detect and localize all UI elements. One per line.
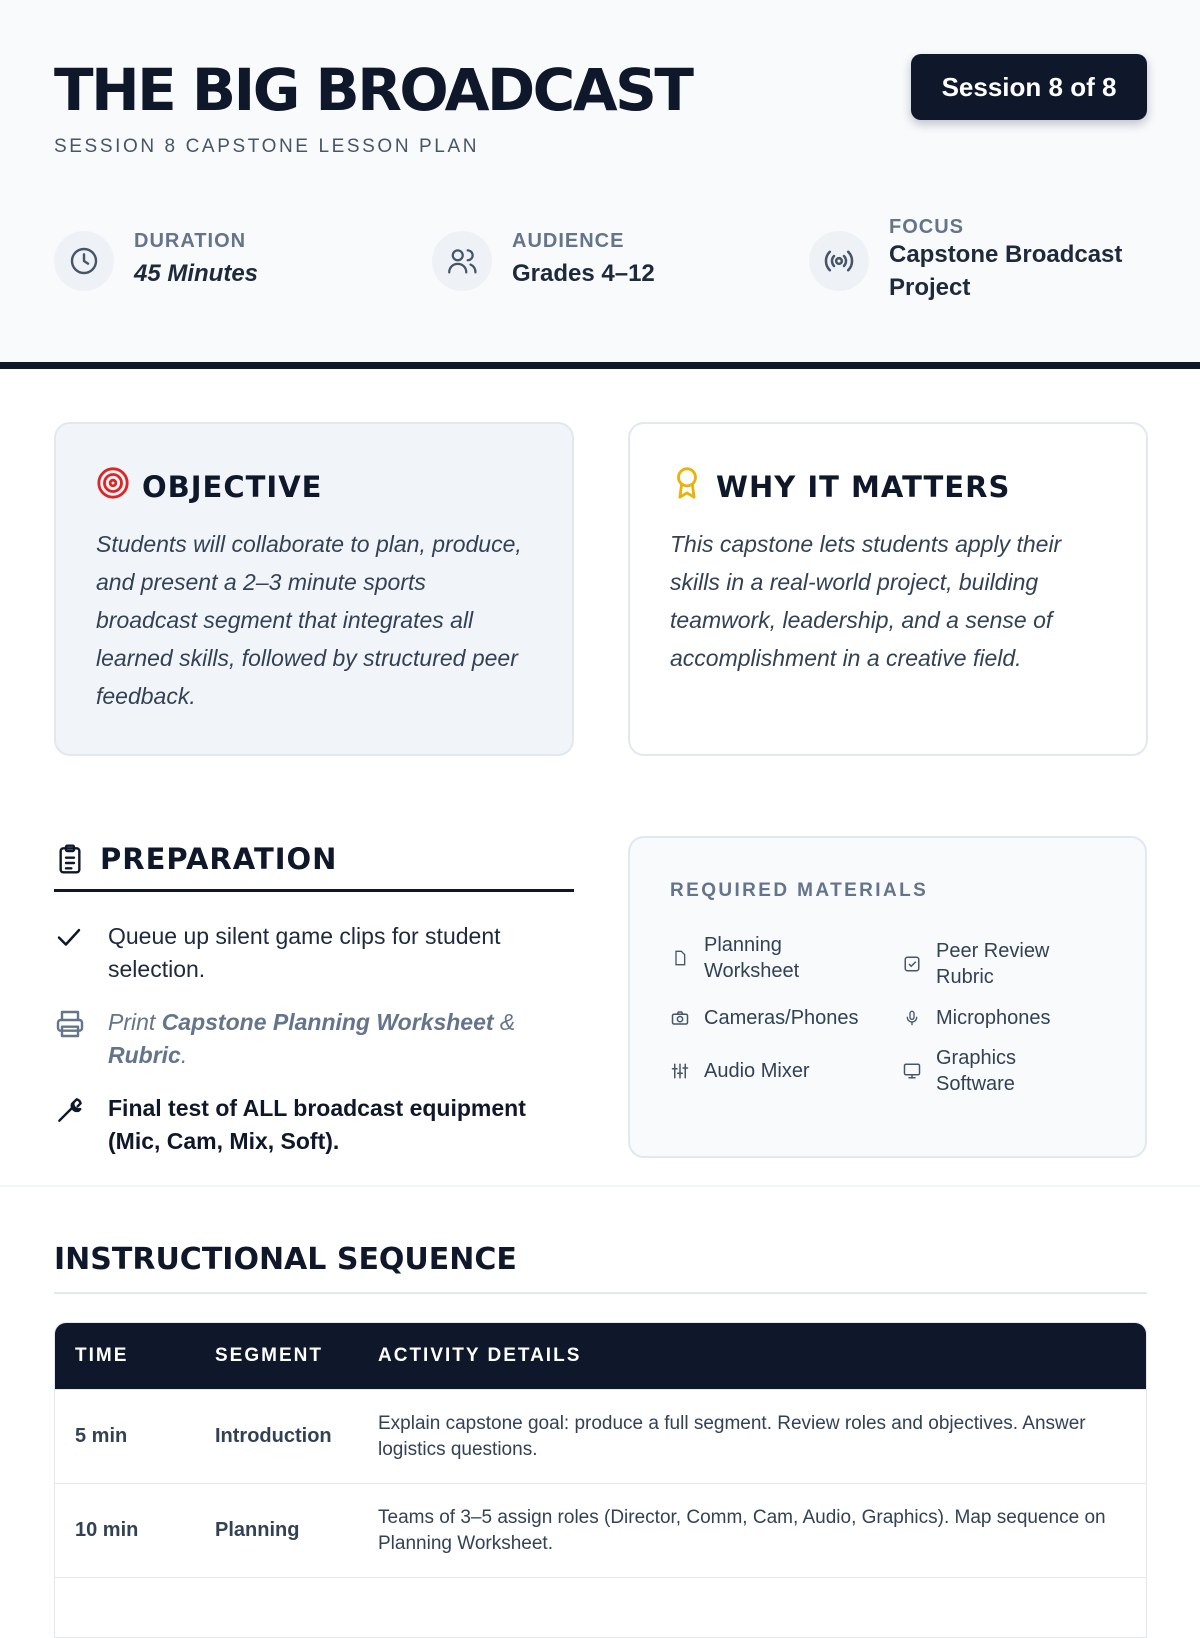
objective-text: Students will collaborate to plan, produce, and present a 2–3 minute sports broadcast segment that integrates all learned skills, followed by structured peer feedback. <box>96 531 522 709</box>
column-header-activity: ACTIVITY DETAILS <box>378 1345 582 1366</box>
session-badge: Session 8 of 8 <box>911 54 1147 120</box>
material-item <box>670 932 870 984</box>
prep-item-text-bold: Rubric <box>108 1042 181 1068</box>
material-item <box>902 1045 1102 1097</box>
row-segment: Introduction <box>215 1425 332 1447</box>
table-row <box>55 1389 1146 1483</box>
objective-card <box>54 422 574 756</box>
microphone-icon <box>902 1008 922 1028</box>
wrench-icon <box>54 1092 86 1158</box>
materials-title: REQUIRED MATERIALS <box>670 880 929 901</box>
meta-focus-value-line1: Capstone Broadcast <box>889 241 1123 268</box>
required-materials-card <box>628 836 1147 1158</box>
clipboard-icon <box>54 842 86 883</box>
prep-item-text: Queue up silent game clips for student selection. <box>108 923 501 982</box>
material-item <box>902 938 1102 990</box>
row-details: Explain capstone goal: produce a full segment. Review roles and objectives. Answer logistics questions. <box>378 1412 1086 1460</box>
column-header-segment: SEGMENT <box>215 1345 323 1366</box>
users-icon <box>432 231 492 291</box>
meta-audience-value: Grades 4–12 <box>512 260 655 287</box>
table-row <box>55 1483 1146 1577</box>
printer-icon <box>54 1006 86 1072</box>
lesson-header <box>0 0 1200 369</box>
why-heading-text: WHY IT MATTERS <box>716 469 1011 504</box>
prep-item-text: Final test of ALL broadcast equipment (Mic, Cam, Mix, Soft). <box>108 1095 526 1154</box>
camera-icon <box>670 1009 690 1027</box>
prep-item-text-suffix: . <box>180 1042 188 1068</box>
sequence-table <box>54 1322 1147 1638</box>
material-item <box>670 1058 810 1084</box>
why-text: This capstone lets students apply their skills in a real-world project, building teamwork, leadership, and a sense of accomplishment in a creative field. <box>670 531 1062 671</box>
table-header <box>55 1323 1146 1389</box>
meta-focus-value-line2: Project <box>889 274 971 301</box>
target-icon <box>96 466 130 507</box>
page-subtitle: SESSION 8 CAPSTONE LESSON PLAN <box>54 136 480 157</box>
prep-item <box>54 1092 574 1158</box>
prep-item-text <box>108 1006 574 1072</box>
check-icon <box>54 920 86 986</box>
preparation-heading <box>54 836 574 892</box>
material-label: Peer Review Rubric <box>936 940 1050 988</box>
objective-heading-text: OBJECTIVE <box>142 469 323 504</box>
material-label: Cameras/Phones <box>704 1007 859 1029</box>
column-header-time: TIME <box>75 1345 129 1366</box>
meta-duration-value: 45 Minutes <box>134 260 259 287</box>
why-heading <box>670 466 1106 507</box>
prep-item-text-mid: & <box>493 1009 516 1035</box>
prep-item-text-bold: Capstone Planning Worksheet <box>161 1009 494 1035</box>
material-item <box>670 1005 859 1031</box>
material-label: Audio Mixer <box>704 1060 810 1082</box>
material-label: Planning Worksheet <box>704 934 800 982</box>
material-label: Graphics Software <box>936 1047 1017 1095</box>
broadcast-icon <box>809 231 869 291</box>
section-divider <box>0 1185 1200 1187</box>
why-it-matters-card <box>628 422 1148 756</box>
file-icon <box>670 949 690 967</box>
sequence-heading: INSTRUCTIONAL SEQUENCE <box>54 1242 1147 1294</box>
meta-focus-label: FOCUS <box>889 216 964 238</box>
clock-icon <box>54 231 114 291</box>
objective-heading <box>96 466 532 507</box>
row-details: Teams of 3–5 assign roles (Director, Comm, Cam, Audio, Graphics). Map sequence on Planning Worksheet. <box>378 1506 1106 1554</box>
material-label: Microphones <box>936 1007 1051 1029</box>
award-icon <box>670 466 704 507</box>
preparation-heading-text: PREPARATION <box>100 842 338 876</box>
monitor-icon <box>902 1062 922 1080</box>
sliders-icon <box>670 1061 690 1081</box>
table-row <box>55 1577 1146 1637</box>
row-time: 10 min <box>75 1519 139 1541</box>
prep-item-text-prefix: Print <box>108 1009 162 1035</box>
meta-duration-label: DURATION <box>134 230 247 252</box>
material-item <box>902 1005 1051 1031</box>
page-title: THE BIG BROADCAST <box>54 56 692 124</box>
row-time: 5 min <box>75 1425 128 1447</box>
row-segment: Planning <box>215 1519 300 1541</box>
prep-item <box>54 1006 574 1072</box>
meta-audience-label: AUDIENCE <box>512 230 625 252</box>
prep-item <box>54 920 574 986</box>
checkbox-icon <box>902 955 922 973</box>
